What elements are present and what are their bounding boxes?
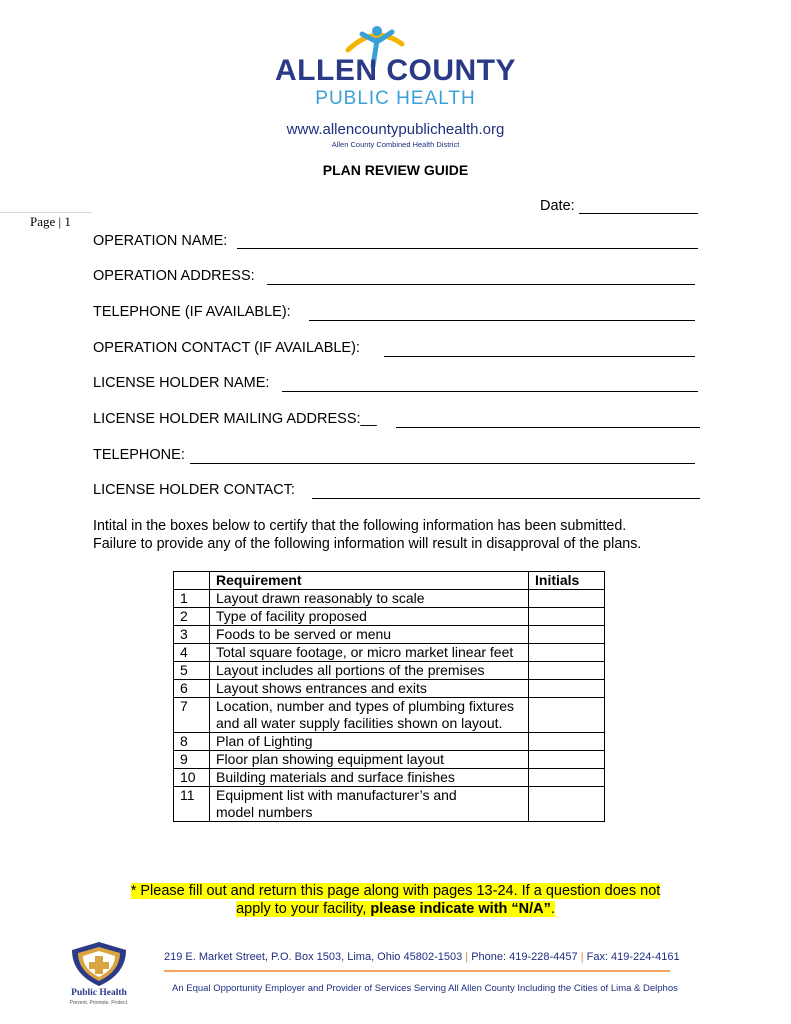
license-holder-contact-field[interactable] bbox=[312, 498, 700, 499]
operation-address-field[interactable] bbox=[267, 284, 695, 285]
row-number: 2 bbox=[174, 608, 210, 626]
initials-cell[interactable] bbox=[529, 787, 605, 822]
initials-cell[interactable] bbox=[529, 698, 605, 733]
row-requirement: Foods to be served or menu bbox=[210, 626, 529, 644]
footer-separator: | bbox=[580, 951, 584, 963]
instructions-line-2: Failure to provide any of the following information will result in disapproval of the plans. bbox=[93, 536, 642, 552]
page-number-divider bbox=[0, 212, 92, 213]
initials-cell[interactable] bbox=[529, 733, 605, 751]
initials-cell[interactable] bbox=[529, 680, 605, 698]
notice-line-2-end: . bbox=[550, 901, 555, 917]
license-holder-name-label: LICENSE HOLDER NAME: bbox=[93, 375, 270, 391]
footer-separator: | bbox=[465, 951, 469, 963]
row-number: 7 bbox=[174, 698, 210, 733]
operation-contact-field[interactable] bbox=[384, 356, 695, 357]
table-row bbox=[174, 698, 605, 733]
row-number: 5 bbox=[174, 662, 210, 680]
footer-logo-tagline: Prevent. Promote. Protect. bbox=[69, 1000, 129, 1006]
footer-logo-text: Public Health bbox=[71, 988, 127, 998]
instructions-line-1: Intital in the boxes below to certify that the following information has been submitted. bbox=[93, 518, 627, 534]
telephone-label: TELEPHONE: bbox=[93, 447, 185, 463]
table-row bbox=[174, 733, 605, 751]
operation-contact-label: OPERATION CONTACT (IF AVAILABLE): bbox=[93, 340, 360, 356]
initials-cell[interactable] bbox=[529, 769, 605, 787]
brand-name: ALLEN COUNTY bbox=[275, 54, 516, 87]
operation-name-label: OPERATION NAME: bbox=[93, 233, 228, 249]
requirements-table bbox=[173, 571, 605, 822]
header-initials: Initials bbox=[529, 572, 605, 590]
operation-name-field[interactable] bbox=[237, 248, 698, 249]
row-requirement: Type of facility proposed bbox=[210, 608, 529, 626]
initials-cell[interactable] bbox=[529, 608, 605, 626]
license-holder-mailing-address-field[interactable] bbox=[396, 427, 700, 428]
telephone-if-available-label: TELEPHONE (IF AVAILABLE): bbox=[93, 304, 291, 320]
brand-subtitle: PUBLIC HEALTH bbox=[315, 88, 476, 109]
initials-cell[interactable] bbox=[529, 751, 605, 769]
footer-contact bbox=[164, 951, 680, 963]
table-row bbox=[174, 787, 605, 822]
date-label: Date: bbox=[540, 198, 575, 214]
header-number bbox=[174, 572, 210, 590]
row-requirement: Layout drawn reasonably to scale bbox=[210, 590, 529, 608]
table-row bbox=[174, 680, 605, 698]
table-row bbox=[174, 769, 605, 787]
page-number: Page | 1 bbox=[30, 214, 71, 229]
row-number: 11 bbox=[174, 787, 210, 822]
license-holder-contact-label: LICENSE HOLDER CONTACT: bbox=[93, 482, 295, 498]
license-holder-name-field[interactable] bbox=[282, 391, 698, 392]
initials-cell[interactable] bbox=[529, 626, 605, 644]
table-header-row bbox=[174, 572, 605, 590]
table-row bbox=[174, 662, 605, 680]
row-number: 4 bbox=[174, 644, 210, 662]
table-row bbox=[174, 608, 605, 626]
instructions bbox=[93, 517, 713, 553]
row-number: 1 bbox=[174, 590, 210, 608]
telephone-if-available-field[interactable] bbox=[309, 320, 695, 321]
notice-line-2: apply to your facility, bbox=[236, 901, 371, 917]
row-requirement: Equipment list with manufacturer’s and model numbers bbox=[210, 787, 529, 822]
row-requirement: Building materials and surface finishes bbox=[210, 769, 529, 787]
initials-cell[interactable] bbox=[529, 644, 605, 662]
row-number: 10 bbox=[174, 769, 210, 787]
submission-notice bbox=[0, 882, 791, 918]
operation-address-label: OPERATION ADDRESS: bbox=[93, 268, 255, 284]
initials-cell[interactable] bbox=[529, 590, 605, 608]
license-holder-mailing-address-label: LICENSE HOLDER MAILING ADDRESS:__ bbox=[93, 411, 377, 427]
row-requirement: Total square footage, or micro market linear feet bbox=[210, 644, 529, 662]
website-link[interactable]: www.allencountypublichealth.org bbox=[286, 121, 505, 138]
date-field[interactable] bbox=[579, 213, 698, 214]
table-row bbox=[174, 590, 605, 608]
row-number: 8 bbox=[174, 733, 210, 751]
table-row bbox=[174, 626, 605, 644]
header-requirement: Requirement bbox=[210, 572, 529, 590]
table-row bbox=[174, 644, 605, 662]
footer-divider bbox=[164, 970, 670, 972]
row-requirement: Layout includes all portions of the premises bbox=[210, 662, 529, 680]
page-title: PLAN REVIEW GUIDE bbox=[322, 162, 469, 178]
notice-na-instruction: please indicate with “N/A” bbox=[370, 901, 551, 917]
district-name: Allen County Combined Health District bbox=[331, 140, 460, 149]
telephone-field[interactable] bbox=[190, 463, 695, 464]
row-requirement: Location, number and types of plumbing fixtures and all water supply facilities shown on layout. bbox=[210, 698, 529, 733]
table-row bbox=[174, 751, 605, 769]
initials-cell[interactable] bbox=[529, 662, 605, 680]
row-number: 3 bbox=[174, 626, 210, 644]
row-requirement: Plan of Lighting bbox=[210, 733, 529, 751]
footer-address: 219 E. Market Street, P.O. Box 1503, Lima, Ohio 45802-1503 bbox=[164, 951, 463, 963]
row-requirement: Floor plan showing equipment layout bbox=[210, 751, 529, 769]
footer-fax: Fax: 419-224-4161 bbox=[586, 951, 680, 963]
footer-phone: Phone: 419-228-4457 bbox=[471, 951, 578, 963]
row-number: 9 bbox=[174, 751, 210, 769]
footer-eoe-statement: An Equal Opportunity Employer and Provider of Services Serving All Allen County Including the Cities of Lima & Delphos bbox=[172, 983, 678, 994]
row-number: 6 bbox=[174, 680, 210, 698]
notice-line-1: * Please fill out and return this page along with pages 13-24. If a question does not bbox=[130, 883, 661, 899]
row-requirement: Layout shows entrances and exits bbox=[210, 680, 529, 698]
